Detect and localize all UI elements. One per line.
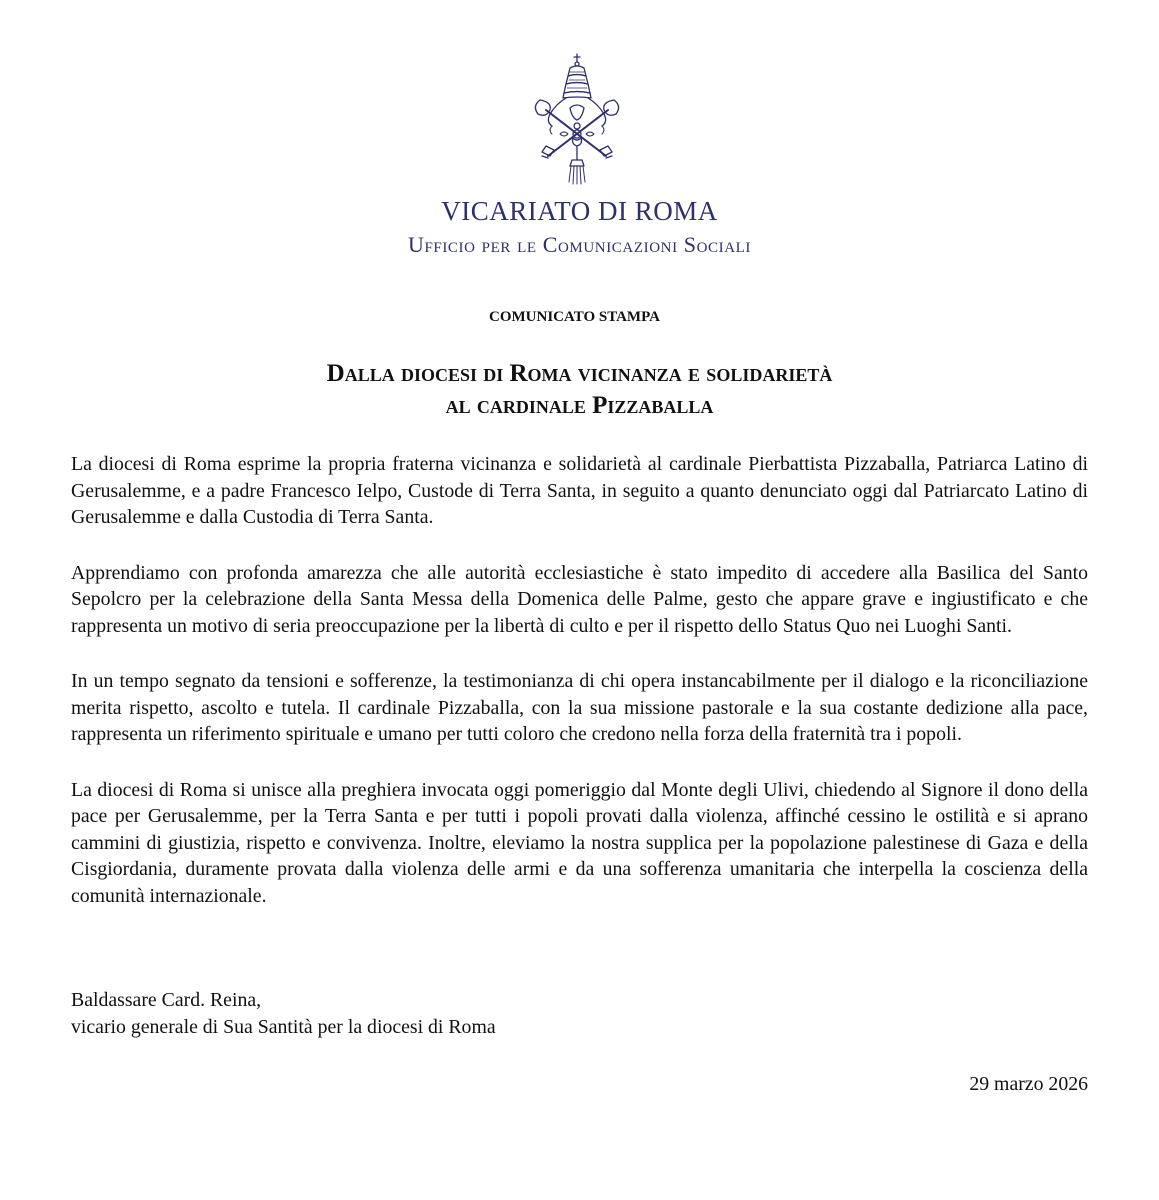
body-text <box>71 451 1088 938</box>
document-type: COMUNICATO STAMPA <box>489 309 660 325</box>
paragraph: La diocesi di Roma si unisce alla preghiera invocata oggi pomeriggio dal Monte degli Ulivi, chiedendo al Signore il dono della pace per Gerusalemme, per la Terra Santa e per tutti i popoli provati dalla violenza, affinché cessino le ostilità e si aprano cammini di giustizia, rispetto e convivenza. Inoltre, eleviamo la nostra supplica per la popolazione palestinese di Gaza e della Cisgiordania, duramente provata dalla violenza delle armi e da una sofferenza umanitaria che interpella la coscienza della comunità internazionale. <box>71 778 1088 907</box>
signature-block <box>71 987 496 1040</box>
office-name: Ufficio per le Comunicazioni Sociali <box>407 232 752 257</box>
headline-line-2: al cardinale Pizzaballa <box>445 392 714 419</box>
papal-emblem-icon <box>526 52 628 188</box>
paragraph: In un tempo segnato da tensioni e sofferenze, la testimonianza di chi opera instancabilmente per il dialogo e la riconciliazione merita rispetto, ascolto e tutela. Il cardinale Pizzaballa, con la sua missione pastorale e la sua costante dedizione alla pace, rappresenta un riferimento spirituale e umano per tutti coloro che credono nella forza della fraternità tra i popoli. <box>71 670 1088 745</box>
headline-line-1: Dalla diocesi di Roma vicinanza e solidarietà <box>326 360 833 387</box>
paragraph: La diocesi di Roma esprime la propria fraterna vicinanza e solidarietà al cardinale Pierbattista Pizzaballa, Patriarca Latino di Gerusalemme, e a padre Francesco Ielpo, Custode di Terra Santa, in seguito a quanto denunciato oggi dal Patriarcato Latino di Gerusalemme e dalla Custodia di Terra Santa. <box>71 453 1088 528</box>
signature-name: Baldassare Card. Reina, <box>71 989 262 1011</box>
org-name: VICARIATO DI ROMA <box>441 196 718 226</box>
document-date: 29 marzo 2026 <box>969 1073 1088 1095</box>
headline <box>0 358 1159 422</box>
signature-title: vicario generale di Sua Santità per la diocesi di Roma <box>71 1015 496 1038</box>
paragraph: Apprendiamo con profonda amarezza che alle autorità ecclesiastiche è stato impedito di accedere alla Basilica del Santo Sepolcro per la celebrazione della Santa Messa della Domenica delle Palme, gesto che appare grave e ingiustificato e che rappresenta un motivo di seria preoccupazione per la libertà di culto e per il rispetto dello Status Quo nei Luoghi Santi. <box>71 561 1088 637</box>
